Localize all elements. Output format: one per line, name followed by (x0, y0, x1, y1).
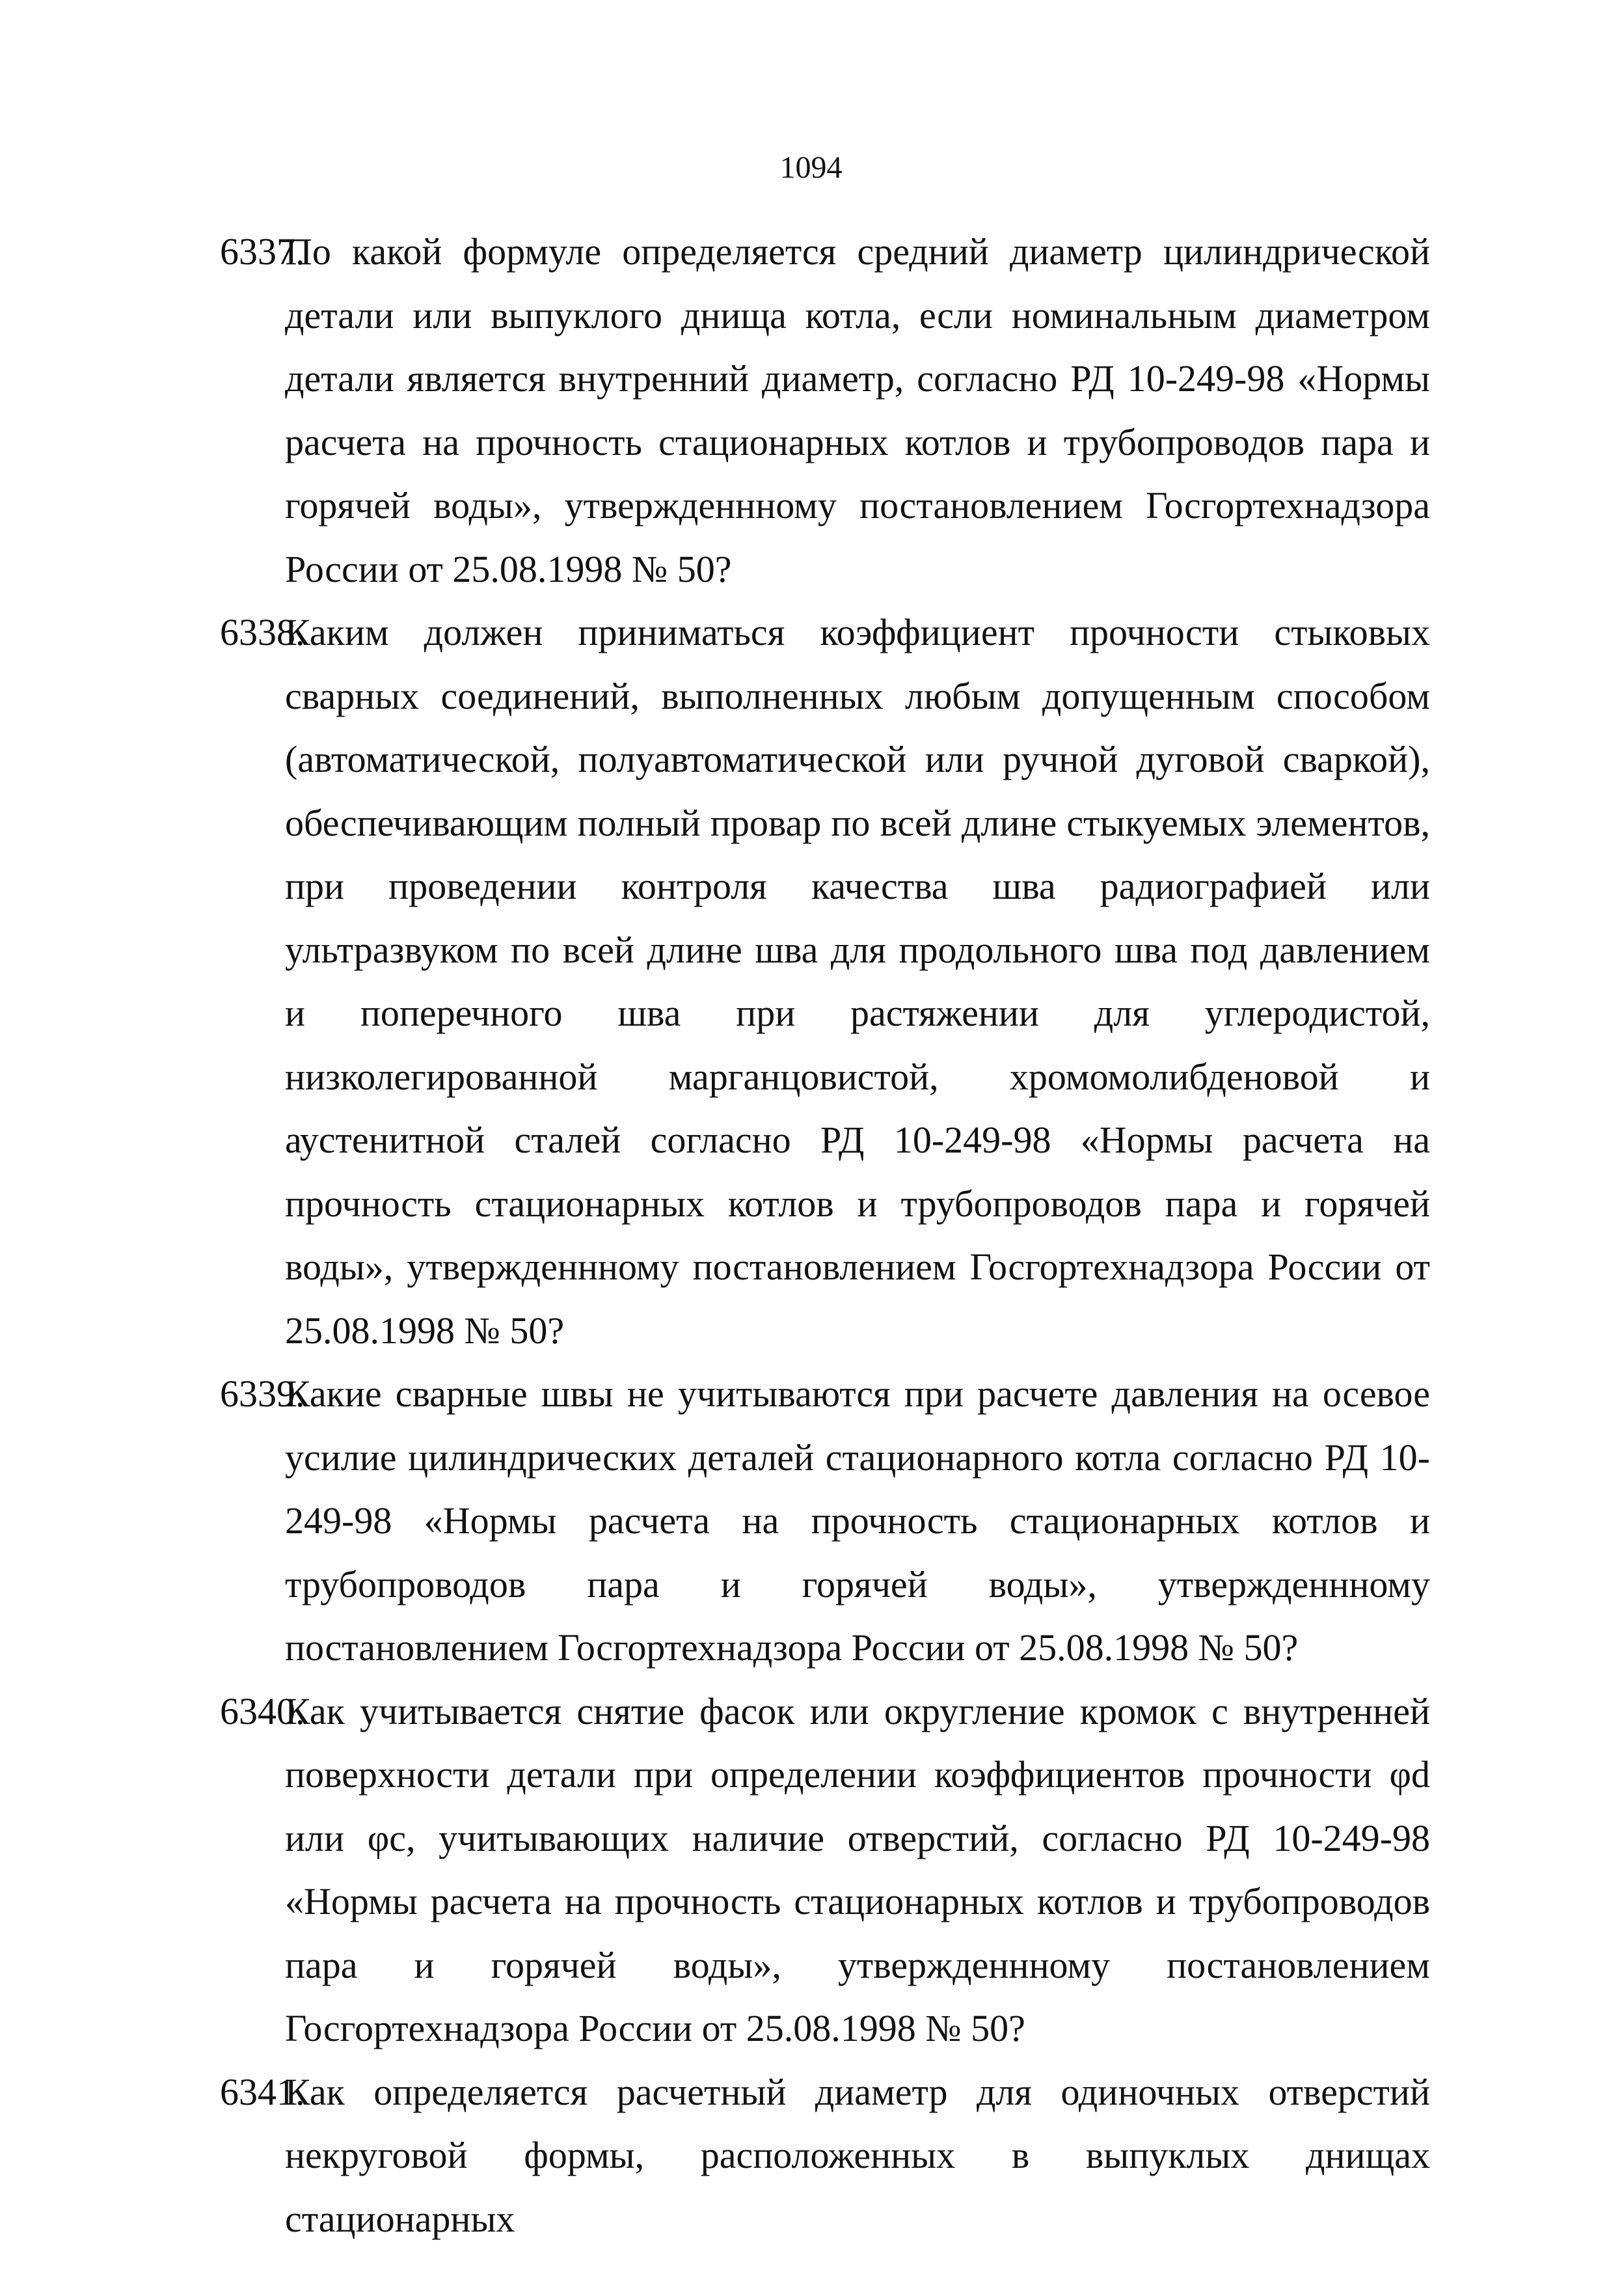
question-item-6339 (220, 1362, 1430, 1680)
question-text: Как учитывается снятие фасок или округление кромок с внутренней поверхности детали при определении коэффициентов прочности φd или φс, учитывающих наличие отверстий, согласно РД 10-249-98 «Нормы расчета на прочность стационарных котлов и трубопроводов пара и горячей воды», утвержденнному постановлением Госгортехнадзора России от 25.08.1998 № 50? (285, 1689, 1430, 2049)
question-item-6338 (220, 601, 1430, 1362)
question-text: По какой формуле определяется средний диаметр цилиндрической детали или выпуклого днища котла, если номинальным диаметром детали является внутренний диаметр, согласно РД 10-249-98 «Нормы расчета на прочность стационарных котлов и трубопроводов пара и горячей воды», утвержденнному постановлением Госгортехнадзора России от 25.08.1998 № 50? (285, 230, 1430, 590)
page-number: 1094 (779, 150, 843, 185)
question-number: 6339. (220, 1373, 305, 1415)
question-number: 6337. (220, 230, 305, 273)
question-item-6341 (220, 2060, 1430, 2251)
question-item-6340 (220, 1680, 1430, 2060)
question-number: 6340. (220, 1689, 305, 1732)
question-text: Каким должен приниматься коэффициент прочности стыковых сварных соединений, выполненных любым допущенным способом (автоматической, полуавтоматической или ручной дуговой сваркой), обеспечивающим полный провар по всей длине стыкуемых элементов, при проведении контроля качества шва радиографией или ультразвуком по всей длине шва для продольного шва под давлением и поперечного шва при растяжении для углеродистой, низколегированной марганцовистой, хромомолибденовой и аустенитной сталей согласно РД 10-249-98 «Нормы расчета на прочность стационарных котлов и трубопроводов пара и горячей воды», утвержденнному постановлением Госгортехнадзора России от 25.08.1998 № 50? (285, 611, 1430, 1352)
question-item-6337 (220, 220, 1430, 601)
question-text: Как определяется расчетный диаметр для одиночных отверстий некруговой формы, расположенных в выпуклых днищах стационарных (285, 2070, 1430, 2240)
question-number: 6341. (220, 2070, 305, 2113)
question-number: 6338. (220, 611, 305, 653)
question-list (220, 220, 1430, 2250)
question-text: Какие сварные швы не учитываются при расчете давления на осевое усилие цилиндрических деталей стационарного котла согласно РД 10-249-98 «Нормы расчета на прочность стационарных котлов и трубопроводов пара и горячей воды», утвержденнному постановлением Госгортехнадзора России от 25.08.1998 № 50? (285, 1373, 1430, 1669)
